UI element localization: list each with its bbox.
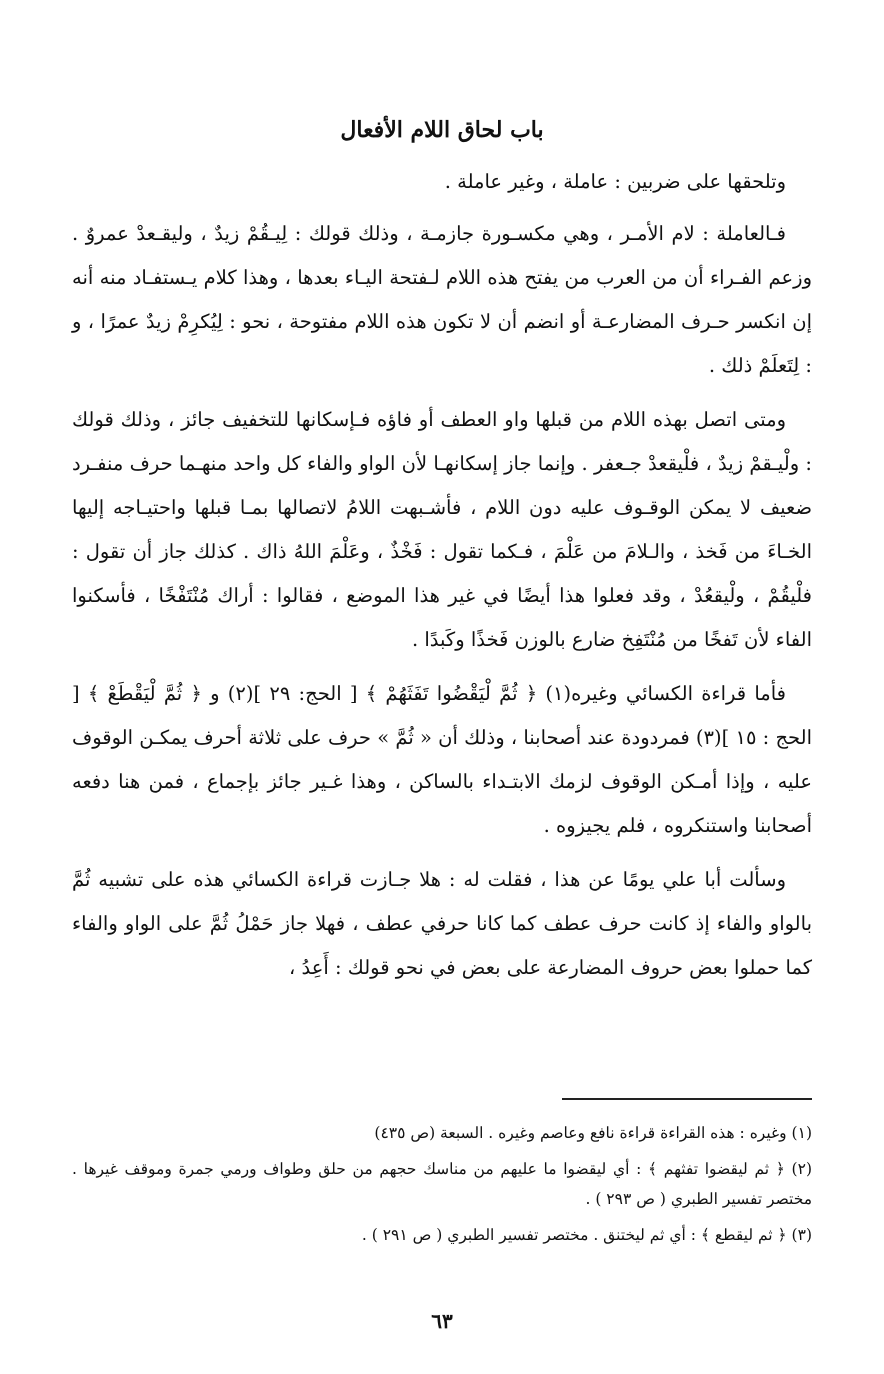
paragraph-5: وسألت أبا علي يومًا عن هذا ، فقلت له : هلا جـازت قراءة الكسائي هذه على تشبيه ثُمَّ بالواو والفاء إذ كانت حرف عطف كما كانا حرفي عطف ، فهلا جاز حَمْلُ ثُمَّ على الواو والفاء كما حملوا بعض حروف المضارعة على بعض في نحو قولك : أَعِدُ ، xyxy=(72,868,812,979)
chapter-heading: باب لحاق اللام الأفعال xyxy=(340,117,544,143)
paragraph-1: وتلحقها على ضربين : عاملة ، وغير عاملة . xyxy=(444,170,786,193)
page-number: ٦٣ xyxy=(431,1309,453,1333)
footnote-3: (٣) ﴿ ثم ليقطع ﴾ : أي ثم ليختنق . مختصر تفسير الطبري ( ص ٢٩١ ) . xyxy=(361,1226,812,1244)
footnote-separator xyxy=(562,1098,812,1100)
paragraph-2: فـالعاملة : لام الأمـر ، وهي مكسـورة جازمـة ، وذلك قولك : لِيـقُمْ زيدٌ ، وليقـعدْ عمروٌ . وزعم الفـراء أن من العرب من يفتح هذه اللام لـفتحة اليـاء بعدها ، وهذا كلام يـستفـاد منه أنه إن انكسر حـرف المضارعـة أو انضم أن لا تكون هذه اللام مفتوحة ، نحو : لِيُكرِمْ زيدٌ عمرًا ، و : لِتَعلَمْ ذلك . xyxy=(72,222,812,377)
main-text xyxy=(72,160,812,1000)
footnote-2: (٢) ﴿ ثم ليقضوا تفثهم ﴾ : أي ليقضوا ما عليهم من مناسك حجهم من حلق وطواف ورمي جمرة وموقف غيرها . مختصر تفسير الطبري ( ص ٢٩٣ ) . xyxy=(72,1160,812,1208)
paragraph-3: ومتى اتصل بهذه اللام من قبلها واو العطف أو فاؤه فـإسكانها للتخفيف جائز ، وذلك قولك : ولْيـقمْ زيدٌ ، فلْيقعدْ جـعفر . وإنما جاز إسكانهـا لأن الواو والفاء كل واحد منهـما حرف منفـرد ضعيف لا يمكن الوقـوف عليه دون اللام ، فأشـبهت اللامُ لاتصالها بمـا قبلها واحتيـاجه إليها الخـاءَ من فَخذ ، والـلامَ من عَلْمَ ، فـكما تقول : فَخْذٌ ، وعَلْمَ اللهُ ذاك . كذلك جاز أن تقول : فلْيقُمْ ، ولْيقعُدْ ، وقد فعلوا هذا أيضًا في غير هذا الموضع ، فقالوا : أراك مُنْتَفْخًا ، فأسكنوا الفاء لأن تَفخًا من مُنْتَفِخ ضارع بالوزن فَخذًا وكَبدًا . xyxy=(72,408,812,651)
footnotes xyxy=(72,1118,812,1256)
paragraph-4: فأما قراءة الكسائي وغيره(١) ﴿ ثُمَّ لْيَقْضُوا تَفَثَهُمْ ﴾ [ الحج: ٢٩ ](٢) و ﴿ ثُمَّ لْيَقْطَعْ ﴾ [ الحج : ١٥ ](٣) فمردودة عند أصحابنا ، وذلك أن « ثُمَّ » حرف على ثلاثة أحرف يمكـن الوقوف عليه ، وإذا أمـكن الوقوف لزمك الابتـداء بالساكن ، وهذا غـير جائز بإجماع ، فمن هنا دفعه أصحابنا واستنكروه ، فلم يجيزوه . xyxy=(72,682,812,837)
footnote-1: (١) وغيره : هذه القراءة قراءة نافع وعاصم وغيره . السبعة (ص ٤٣٥) xyxy=(374,1124,812,1142)
